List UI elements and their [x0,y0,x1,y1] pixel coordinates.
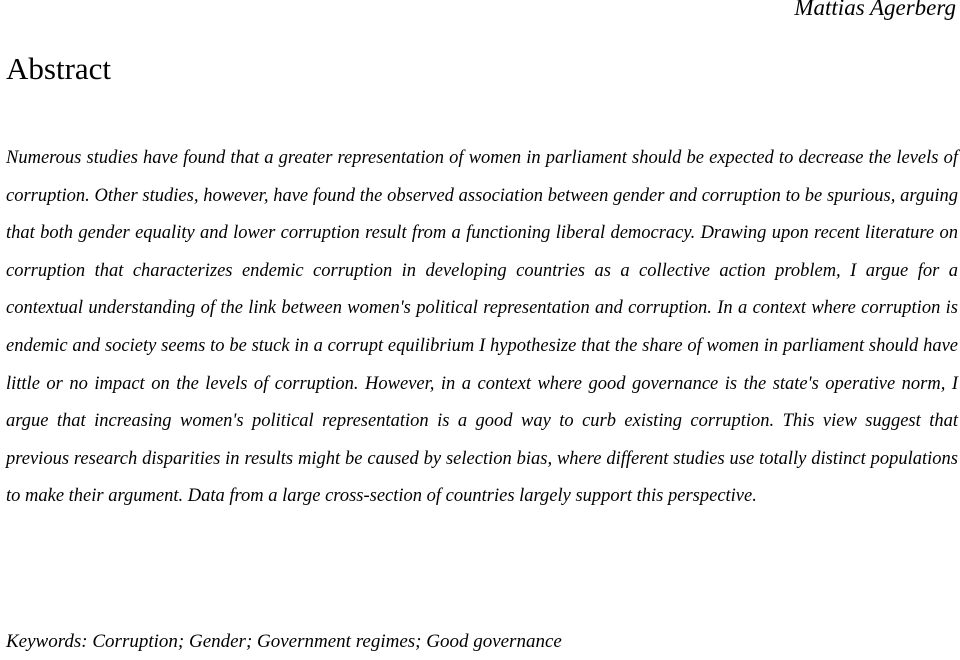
abstract-heading: Abstract [6,51,112,86]
abstract-body: Numerous studies have found that a greater representation of women in parliament should be expected to decrease the levels of corruption. Other studies, however, have found the observed association between gender and corruption to be spurious, arguing that both gender equality and lower corruption result from a functioning liberal democracy. Drawing upon recent literature on corruption that characterizes endemic corruption in developing countries as a collective action problem, I argue for a contextual understanding of the link between women's political representation and corruption. In a context where corruption is endemic and society seems to be stuck in a corrupt equilibrium I hypothesize that the share of women in parliament should have little or no impact on the levels of corruption. However, in a context where good governance is the state's operative norm, I argue that increasing women's political representation is a good way to curb existing corruption. This view suggest that previous research disparities in results might be caused by selection bias, where different studies use totally distinct populations to make their argument. Data from a large cross-section of countries largely support this perspective. [6,148,958,507]
author-name: Mattias Agerberg [794,0,956,20]
keywords-line: Keywords: Corruption; Gender; Government regimes; Good governance [6,631,562,652]
